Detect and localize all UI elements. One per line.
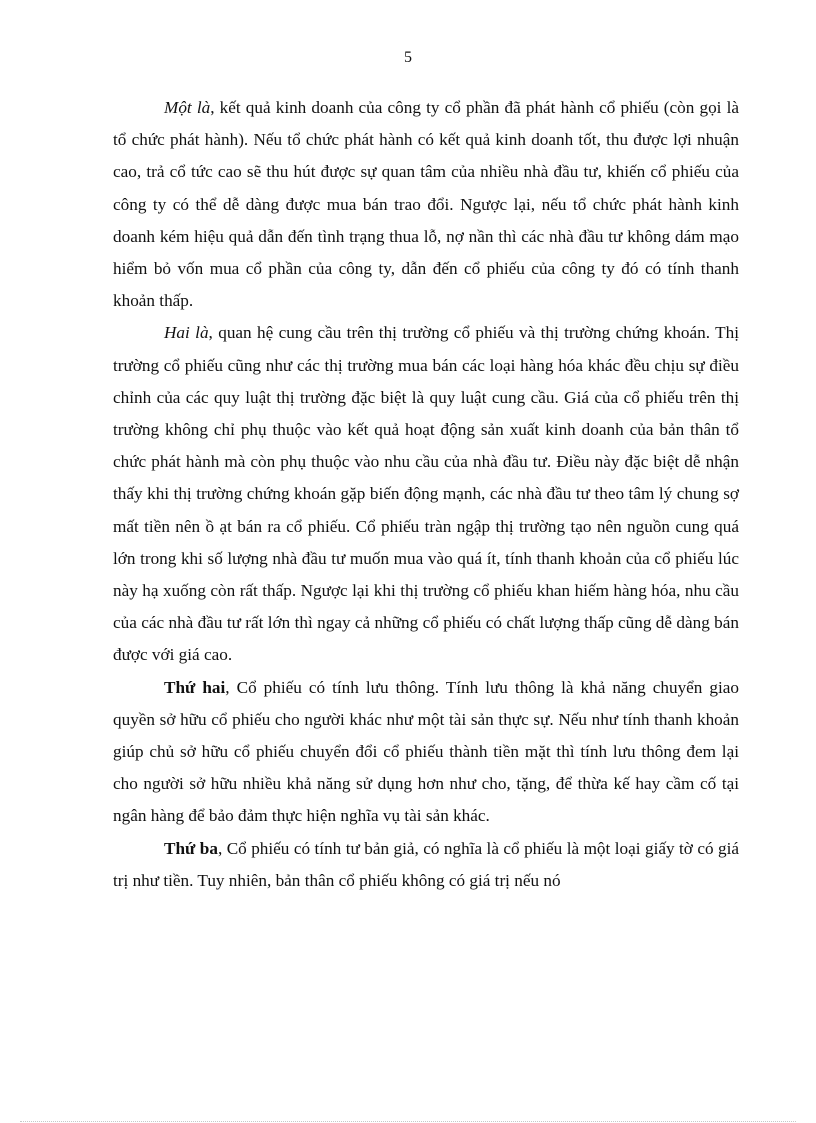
paragraph-lead: Một là	[164, 98, 211, 117]
paragraph-lead: Thứ hai	[164, 677, 226, 697]
paragraph-lead: Hai là	[164, 323, 209, 343]
paragraph-text: , Cổ phiếu có tính tư bản giả, có nghĩa là cổ phiếu là một loại giấy tờ có giá trị như tiền. Tuy nhiên, bản thân cổ phiếu không có giá trị nếu nó	[113, 838, 739, 890]
document-body	[113, 92, 739, 897]
page-bottom-divider	[20, 1121, 796, 1122]
paragraph-thu-ba	[113, 833, 739, 897]
paragraph-text: , Cổ phiếu có tính lưu thông. Tính lưu thông là khả năng chuyển giao quyền sở hữu cổ phiếu cho người khác như một tài sản thực sự. Nếu như tính thanh khoản giúp chủ sở hữu cổ phiếu chuyển đổi cổ phiếu thành tiền mặt thì tính lưu thông đem lại cho người sở hữu nhiều khả năng sử dụng hơn như cho, tặng, để thừa kế hay cầm cố tại ngân hàng để bảo đảm thực hiện nghĩa vụ tài sản khác.	[113, 677, 740, 826]
paragraph-lead: Thứ ba	[164, 838, 218, 858]
paragraph-text: , kết quả kinh doanh của công ty cổ phần đã phát hành cổ phiếu (còn gọi là tổ chức phát hành). Nếu tổ chức phát hành có kết quả kinh doanh tốt, thu được lợi nhuận cao, trả cổ tức cao sẽ thu hút được sự quan tâm của nhiều nhà đầu tư, khiến cổ phiếu của công ty có thể dễ dàng được mua bán trao đổi. Ngược lại, nếu tổ chức phát hành kinh doanh kém hiệu quả dẫn đến tình trạng thua lỗ, nợ nần thì các nhà đầu tư không dám mạo hiểm bỏ vốn mua cổ phần của công ty, dẫn đến cổ phiếu của công ty đó có tính thanh khoản thấp.	[113, 98, 739, 311]
paragraph-hai-la	[113, 317, 739, 671]
paragraph-text: , quan hệ cung cầu trên thị trường cổ phiếu và thị trường chứng khoán. Thị trường cổ phiếu cũng như các thị trường mua bán các loại hàng hóa khác đều chịu sự điều chỉnh của các quy luật thị trường đặc biệt là quy luật cung cầu. Giá của cổ phiếu trên thị trường không chỉ phụ thuộc vào kết quả hoạt động sản xuất kinh doanh của bản thân tổ chức phát hành mà còn phụ thuộc vào nhu cầu của nhà đầu tư. Điều này đặc biệt dễ nhận thấy khi thị trường chứng khoán gặp biến động mạnh, các nhà đầu tư theo tâm lý chung sợ mất tiền nên ồ ạt bán ra cổ phiếu. Cổ phiếu tràn ngập thị trường tạo nên nguồn cung quá lớn trong khi số lượng nhà đầu tư muốn mua vào quá ít, tính thanh khoản của cổ phiếu lúc này hạ xuống còn rất thấp. Ngược lại khi thị trường cổ phiếu khan hiếm hàng hóa, nhu cầu của các nhà đầu tư rất lớn thì ngay cả những cổ phiếu có chất lượng thấp cũng dễ dàng bán được với giá cao.	[113, 323, 739, 665]
page-number: 5	[404, 49, 412, 66]
paragraph-mot-la	[113, 92, 739, 317]
paragraph-thu-hai	[113, 672, 739, 833]
